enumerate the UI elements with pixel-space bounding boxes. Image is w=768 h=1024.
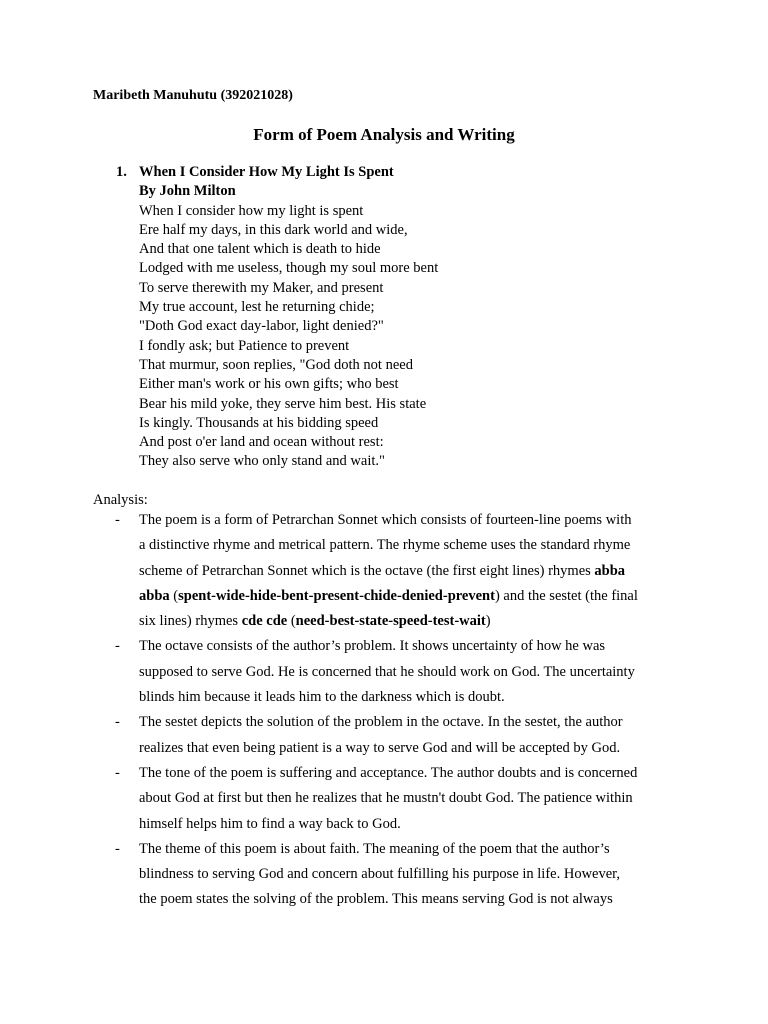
poem-line: My true account, lest he returning chide; bbox=[139, 299, 375, 316]
bullet-dash: - bbox=[115, 638, 120, 655]
analysis-bullet-theme bbox=[93, 837, 683, 913]
analysis-bullet-tone bbox=[93, 761, 683, 837]
poem-line: To serve therewith my Maker, and present bbox=[139, 279, 384, 296]
bullet-line bbox=[139, 609, 683, 634]
poem-line: I fondly ask; but Patience to prevent bbox=[139, 337, 350, 354]
bullet-line: the poem states the solving of the problem. This means serving God is not always bbox=[139, 891, 613, 908]
poem-line: When I consider how my light is spent bbox=[139, 202, 364, 219]
bullet-text: scheme of Petrarchan Sonnet which is the octave (the first eight lines) rhymes bbox=[139, 562, 595, 579]
poem-block bbox=[139, 163, 438, 472]
analysis-bullet-form bbox=[93, 508, 683, 634]
poem-line: They also serve who only stand and wait." bbox=[139, 453, 385, 470]
analysis-bullet-octave bbox=[93, 634, 683, 710]
bullet-dash: - bbox=[115, 840, 120, 857]
poem-line: Lodged with me useless, though my soul more bent bbox=[139, 260, 439, 277]
bullet-line: realizes that even being patient is a way to serve God and will be accepted by God. bbox=[139, 739, 621, 756]
poem-line: "Doth God exact day-labor, light denied?" bbox=[139, 318, 384, 335]
bullet-dash: - bbox=[115, 512, 120, 528]
bullet-line bbox=[139, 584, 683, 609]
poem-line: That murmur, soon replies, "God doth not need bbox=[139, 356, 413, 373]
poem-number: 1. bbox=[116, 164, 127, 180]
poem-line: And post o'er land and ocean without rest: bbox=[139, 434, 384, 451]
analysis-bullet-sestet bbox=[93, 710, 683, 761]
analysis-heading: Analysis: bbox=[93, 492, 148, 508]
bullet-text: six lines) rhymes bbox=[139, 613, 242, 630]
bullet-line: The octave consists of the author’s problem. It shows uncertainty of how he was bbox=[139, 638, 606, 655]
bullet-line: himself helps him to find a way back to God. bbox=[139, 815, 401, 832]
bullet-line: The poem is a form of Petrarchan Sonnet which consists of fourteen-line poems with bbox=[139, 512, 632, 528]
bullet-line: a distinctive rhyme and metrical pattern. The rhyme scheme uses the standard rhyme bbox=[139, 537, 631, 554]
sestet-rhyme-words: need-best-state-speed-test-wait bbox=[295, 613, 486, 630]
rhyme-scheme-bold: abba bbox=[594, 562, 626, 579]
poem-line: And that one talent which is death to hide bbox=[139, 241, 381, 258]
bullet-text: ( bbox=[169, 587, 179, 604]
bullet-line: The theme of this poem is about faith. The meaning of the poem that the author’s bbox=[139, 840, 610, 857]
bullet-line: The sestet depicts the solution of the problem in the octave. In the sestet, the author bbox=[139, 714, 623, 731]
poem-title: When I Consider How My Light Is Spent bbox=[139, 164, 394, 180]
octave-rhyme-words: spent-wide-hide-bent-present-chide-denied-prevent bbox=[178, 587, 495, 604]
bullet-text: ) bbox=[485, 613, 491, 630]
bullet-line: blinds him because it leads him to the darkness which is doubt. bbox=[139, 689, 505, 706]
document-title: Form of Poem Analysis and Writing bbox=[253, 125, 515, 144]
bullet-line: supposed to serve God. He is concerned that he should work on God. The uncertainty bbox=[139, 663, 635, 680]
rhyme-scheme-bold: abba bbox=[139, 587, 170, 604]
bullet-line: blindness to serving God and concern about fulfilling his purpose in life. However, bbox=[139, 866, 621, 883]
bullet-dash: - bbox=[115, 714, 120, 731]
author-name: Maribeth Manuhutu (392021028) bbox=[93, 88, 293, 103]
bullet-text: ( bbox=[287, 613, 296, 630]
analysis-list bbox=[93, 508, 683, 913]
bullet-dash: - bbox=[115, 764, 120, 781]
poem-line: Bear his mild yoke, they serve him best. His state bbox=[139, 395, 427, 412]
poem-line: Either man's work or his own gifts; who best bbox=[139, 376, 399, 393]
bullet-line: about God at first but then he realizes that he mustn't doubt God. The patience within bbox=[139, 790, 633, 807]
bullet-line bbox=[139, 559, 683, 584]
bullet-line: The tone of the poem is suffering and acceptance. The author doubts and is concerned bbox=[139, 764, 638, 781]
sestet-rhyme-scheme: cde cde bbox=[241, 613, 288, 630]
poem-line: Is kingly. Thousands at his bidding speed bbox=[139, 414, 379, 431]
bullet-text: ) and the sestet (the final bbox=[494, 587, 638, 604]
poem-line: Ere half my days, in this dark world and wide, bbox=[139, 221, 408, 238]
poem-byline: By John Milton bbox=[139, 183, 236, 200]
